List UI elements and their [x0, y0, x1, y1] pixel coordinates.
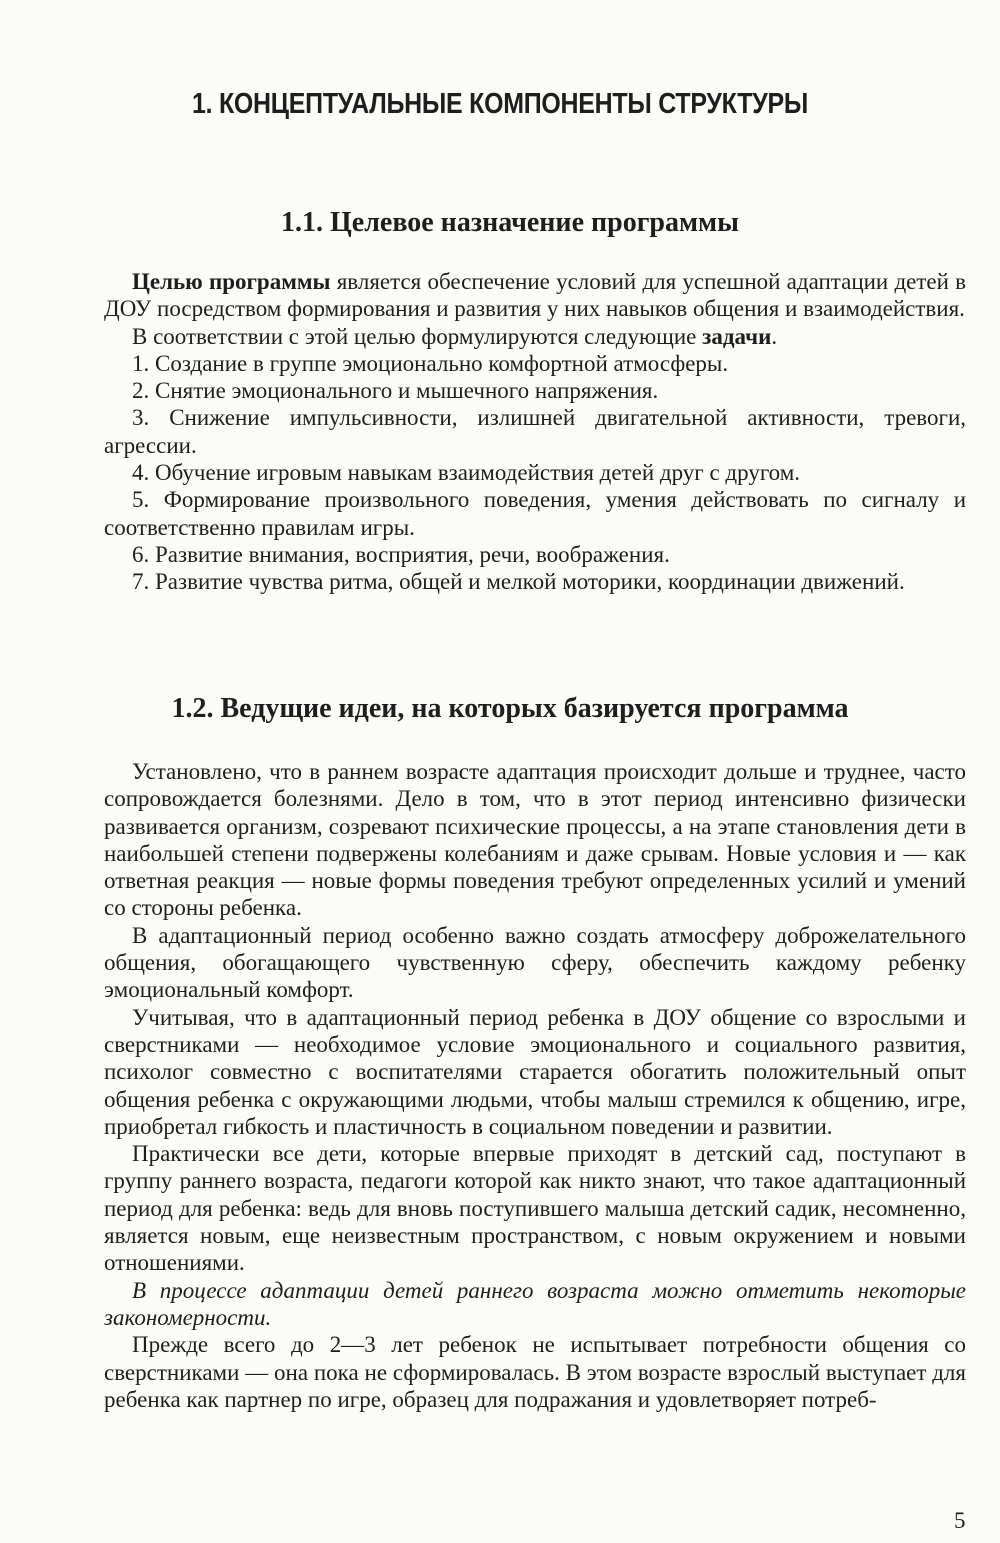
task-item: 5. Формирование произвольного поведения, умения действовать по сигналу и соответственно правилам игры. [104, 487, 966, 540]
tasks-intro-end: . [771, 323, 778, 349]
section-2-body [104, 758, 966, 1413]
italic-paragraph: В процессе адаптации детей раннего возраста можно отметить некоторые закономерности. [104, 1277, 966, 1330]
chapter-title: 1. КОНЦЕПТУАЛЬНЫЕ КОМПОНЕНТЫ СТРУКТУРЫ [191, 88, 808, 120]
body-paragraph: Учитывая, что в адаптационный период ребенка в ДОУ общение со взрослыми и сверстниками — необходимое условие эмоционального и социального развития, психолог совместно с воспитателями старается обогатить положительный опыт общения ребенка с окружающими людьми, чтобы малыш стремился к общению, игре, приобретал гибкость и пластичность в социальном поведении и развитии. [104, 1004, 966, 1139]
section-2-title: 1.2. Ведущие идеи, на которых базируется программа [171, 693, 849, 724]
body-paragraph: В адаптационный период особенно важно создать атмосферу доброжелательного общения, обогащающего чувственную сферу, обеспечить каждому ребенку эмоциональный комфорт. [104, 922, 966, 1003]
section-1-body [104, 268, 966, 596]
goal-text: является обеспечение условий для успешной адаптации детей в ДОУ посредством формирования и развития у них навыков общения и взаимодействия. [104, 269, 966, 322]
task-item: 6. Развитие внимания, восприятия, речи, воображения. [132, 541, 670, 567]
tasks-intro-paragraph [104, 323, 966, 350]
tasks-intro: В соответствии с этой целью формулируются следующие [132, 323, 703, 349]
task-item: 1. Создание в группе эмоционально комфортной атмосферы. [132, 350, 729, 376]
body-paragraph: Практически все дети, которые впервые приходят в детский сад, поступают в группу раннего возраста, педагоги которой как никто знают, что такое адаптационный период для ребенка: ведь для вновь поступившего малыша детский садик, несомненно, является новым, еще неизвестным пространством, с новым окружением и новыми отношениями. [104, 1141, 966, 1276]
task-item: 7. Развитие чувства ритма, общей и мелкой моторики, координации движений. [132, 569, 905, 595]
task-item: 3. Снижение импульсивности, излишней двигательной активности, тревоги, агрессии. [104, 405, 966, 458]
goal-lead: Целью программы [132, 269, 331, 294]
body-paragraph: Установлено, что в раннем возрасте адаптация происходит дольше и труднее, часто сопровождается болезнями. Дело в том, что в этот период интенсивно физически развивается организм, созревают психические процессы, а на этапе становления дети в наибольшей степени подвержены колебаниям и даже срывам. Новые условия и — как ответная реакция — новые формы поведения требуют определенных усилий и умений со стороны ребенка. [104, 759, 966, 921]
section-1-title: 1.1. Целевое назначение программы [280, 207, 739, 238]
goal-paragraph [104, 268, 966, 323]
task-item: 2. Снятие эмоционального и мышечного напряжения. [132, 378, 659, 404]
final-paragraph: Прежде всего до 2—3 лет ребенок не испытывает потребности общения со сверстниками — она пока не сформировалась. В этом возрасте взрослый выступает для ребенка как партнер по игре, образец для подражания и удовлетворяет потреб- [104, 1332, 966, 1412]
tasks-word: задачи [702, 323, 772, 349]
page-number: 5 [954, 1508, 966, 1533]
task-item: 4. Обучение игровым навыкам взаимодействия детей друг с другом. [132, 460, 801, 486]
